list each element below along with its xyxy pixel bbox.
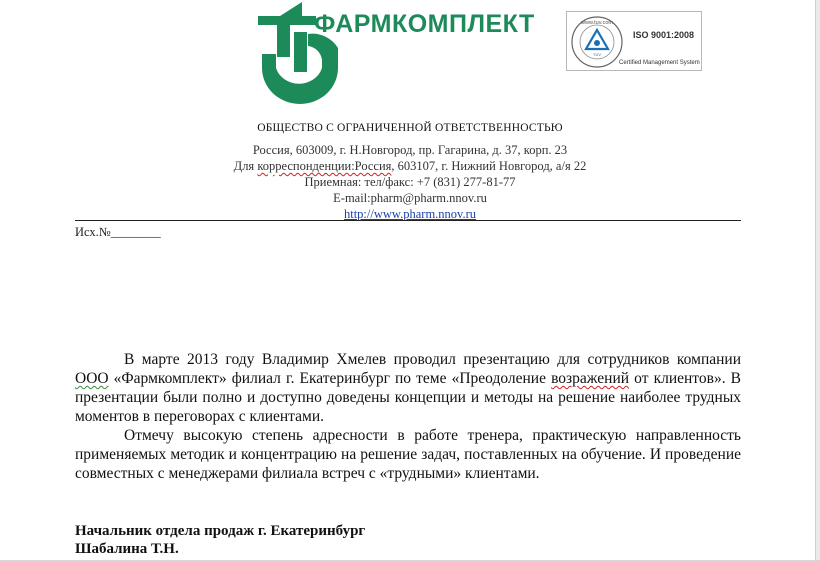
iso-standard: ISO 9001:2008 <box>633 30 695 40</box>
p1-word: возражений <box>551 370 630 387</box>
iso-certificate-badge <box>566 11 702 71</box>
tuv-certification-seal-icon <box>570 15 624 69</box>
organization-type: ОБЩЕСТВО С ОГРАНИЧЕННОЙ ОТВЕТСТВЕННОСТЬЮ <box>257 122 563 134</box>
p1-company: ООО <box>75 370 109 387</box>
phone-line: Приемная: тел/факс: +7 (831) 277-81-77 <box>304 175 516 189</box>
page-edge <box>815 0 820 561</box>
paragraph-2: Отмечу высокую степень адресности в работе тренера, практическую направленность применяемых методик и концентрацию на решение задач, поставленных на обучение. И проведение совместных с менеджерами филиала встреч с «трудными» клиентами. <box>75 427 741 482</box>
svg-text:TÜV: TÜV <box>593 52 601 57</box>
website-link[interactable]: http://www.pharm.nnov.ru <box>343 207 477 221</box>
correspondence-prefix: Для <box>233 159 258 173</box>
correspondence-line <box>0 159 820 174</box>
letterhead-divider <box>75 220 741 221</box>
outgoing-number: Исх.№________ <box>75 225 161 239</box>
p1-end: от клиентов». В презентации были полно и доступно доведены концепции и методы на решение наиболее трудных моментов в переговорах с клиентами. <box>75 370 741 425</box>
seal-text: www.tuv.com <box>581 20 613 26</box>
brand-name: ФАРМКОМПЛЕКТ <box>314 10 535 38</box>
correspondence-word: корреспонденции:Россия <box>257 159 392 173</box>
email-line: E-mail:pharm@pharm.nnov.ru <box>333 191 487 205</box>
paragraph-1 <box>75 350 741 426</box>
correspondence-rest: , 603107, г. Нижний Новгород, а/я 22 <box>391 159 587 173</box>
iso-caption: Certified Management System <box>619 60 700 66</box>
p1-start: В марте 2013 году Владимир Хмелев проводил презентацию для сотрудников компании <box>124 351 741 368</box>
address-line: Россия, 603009, г. Н.Новгород, пр. Гагарина, д. 37, корп. 23 <box>252 143 568 157</box>
signatory-name: Шабалина Т.Н. <box>75 541 179 557</box>
signatory-position: Начальник отдела продаж г. Екатеринбург <box>75 523 366 539</box>
letter-body <box>75 350 741 483</box>
p1-middle: «Фармкомплект» филиал г. Екатеринбург по теме «Преодоление <box>108 370 552 387</box>
